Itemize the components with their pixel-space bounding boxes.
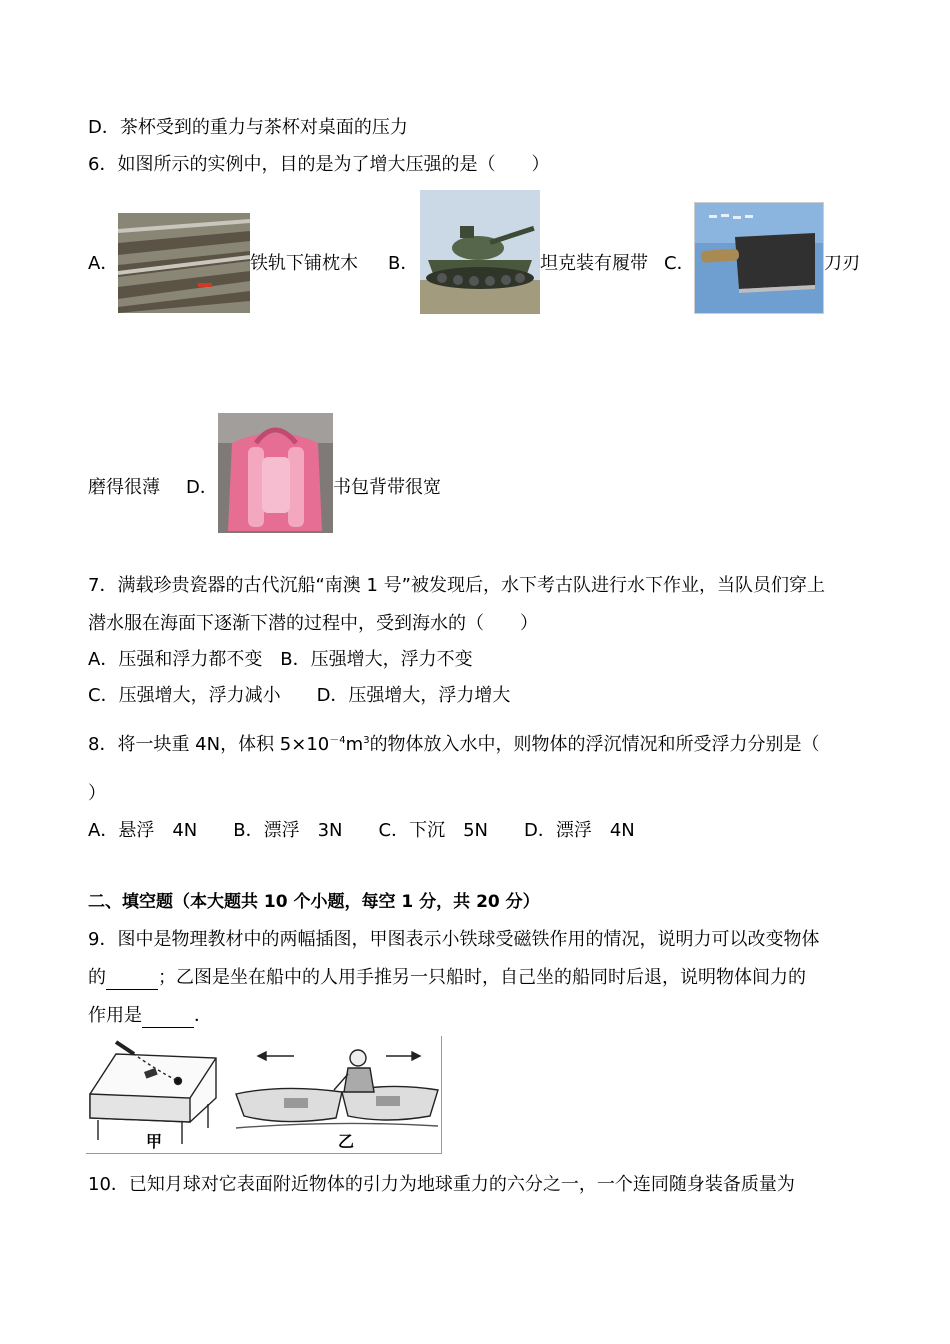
q6-a-text: 铁轨下铺枕木 — [250, 253, 358, 274]
q8-stem-line-1 — [88, 733, 820, 757]
q6-stem: 6．如图所示的实例中，目的是为了增大压强的是（ ） — [88, 154, 550, 175]
railway-sleepers-image — [118, 213, 250, 313]
q8-stem-unit-exponent: 3 — [363, 735, 370, 746]
q6-b-label: B． — [388, 253, 419, 274]
q8-stem-line-2: ） — [88, 783, 106, 804]
q9-line-2 — [88, 966, 806, 990]
q8-stem-unit: m — [345, 734, 364, 755]
q8-stem-pre: 8．将一块重 4N，体积 5×10 — [88, 734, 330, 755]
q9-line-2-post: ；乙图是坐在船中的人用手推另一只船时，自己坐的船同时后退，说明物体间力的 — [158, 967, 806, 988]
backpack-image — [218, 413, 333, 533]
q6-c-text-2: 磨得很薄 — [88, 477, 160, 498]
q8-stem-exponent: －4 — [329, 735, 346, 746]
q7-options-line-1: A．压强和浮力都不变 B．压强增大，浮力不变 — [88, 649, 473, 670]
q6-b-text: 坦克装有履带 — [540, 253, 648, 274]
q5-option-d: D．茶杯受到的重力与茶杯对桌面的压力 — [88, 117, 408, 138]
section-2-title: 二、填空题（本大题共 10 个小题，每空 1 分，共 20 分） — [88, 892, 540, 912]
q9-line-3-post: ． — [194, 1005, 212, 1026]
q9-answer-blank-1[interactable] — [106, 971, 158, 990]
tank-image — [420, 190, 540, 314]
q8-stem-post: 的物体放入水中，则物体的浮沉情况和所受浮力分别是（ — [369, 734, 820, 755]
q9-line-1: 9．图中是物理教材中的两幅插图，甲图表示小铁球受磁铁作用的情况，说明力可以改变物体 — [88, 929, 820, 950]
q6-d-text: 书包背带很宽 — [333, 477, 441, 498]
knife-blade-image — [694, 202, 824, 314]
q9-line-3-pre: 作用是 — [88, 1005, 142, 1026]
q7-stem-line-1: 7．满载珍贵瓷器的古代沉船“南澳 1 号”被发现后，水下考古队进行水下作业，当队员们穿上 — [88, 575, 825, 596]
q7-options-line-2: C．压强增大，浮力减小 D．压强增大，浮力增大 — [88, 685, 511, 706]
q9-line-3 — [88, 1004, 212, 1028]
q6-c-text-1: 刀刃 — [824, 253, 860, 274]
q10-line-1: 10．已知月球对它表面附近物体的引力为地球重力的六分之一，一个连同随身装备质量为 — [88, 1174, 795, 1195]
q6-a-label: A． — [88, 253, 119, 274]
q6-d-label: D． — [186, 477, 218, 498]
q9-illustration — [86, 1036, 442, 1154]
q8-options: A．悬浮 4N B．漂浮 3N C．下沉 5N D．漂浮 4N — [88, 820, 635, 841]
q9-line-2-pre: 的 — [88, 967, 106, 988]
q9-answer-blank-2[interactable] — [142, 1009, 194, 1028]
fig-label-jia: 甲 — [146, 1132, 163, 1151]
q6-c-label: C． — [664, 253, 695, 274]
fig-label-yi: 乙 — [338, 1132, 355, 1151]
q7-stem-line-2: 潜水服在海面下逐渐下潜的过程中，受到海水的（ ） — [88, 613, 538, 634]
jia-magnet-diagram — [90, 1042, 216, 1144]
yi-boat-diagram — [236, 1050, 438, 1128]
